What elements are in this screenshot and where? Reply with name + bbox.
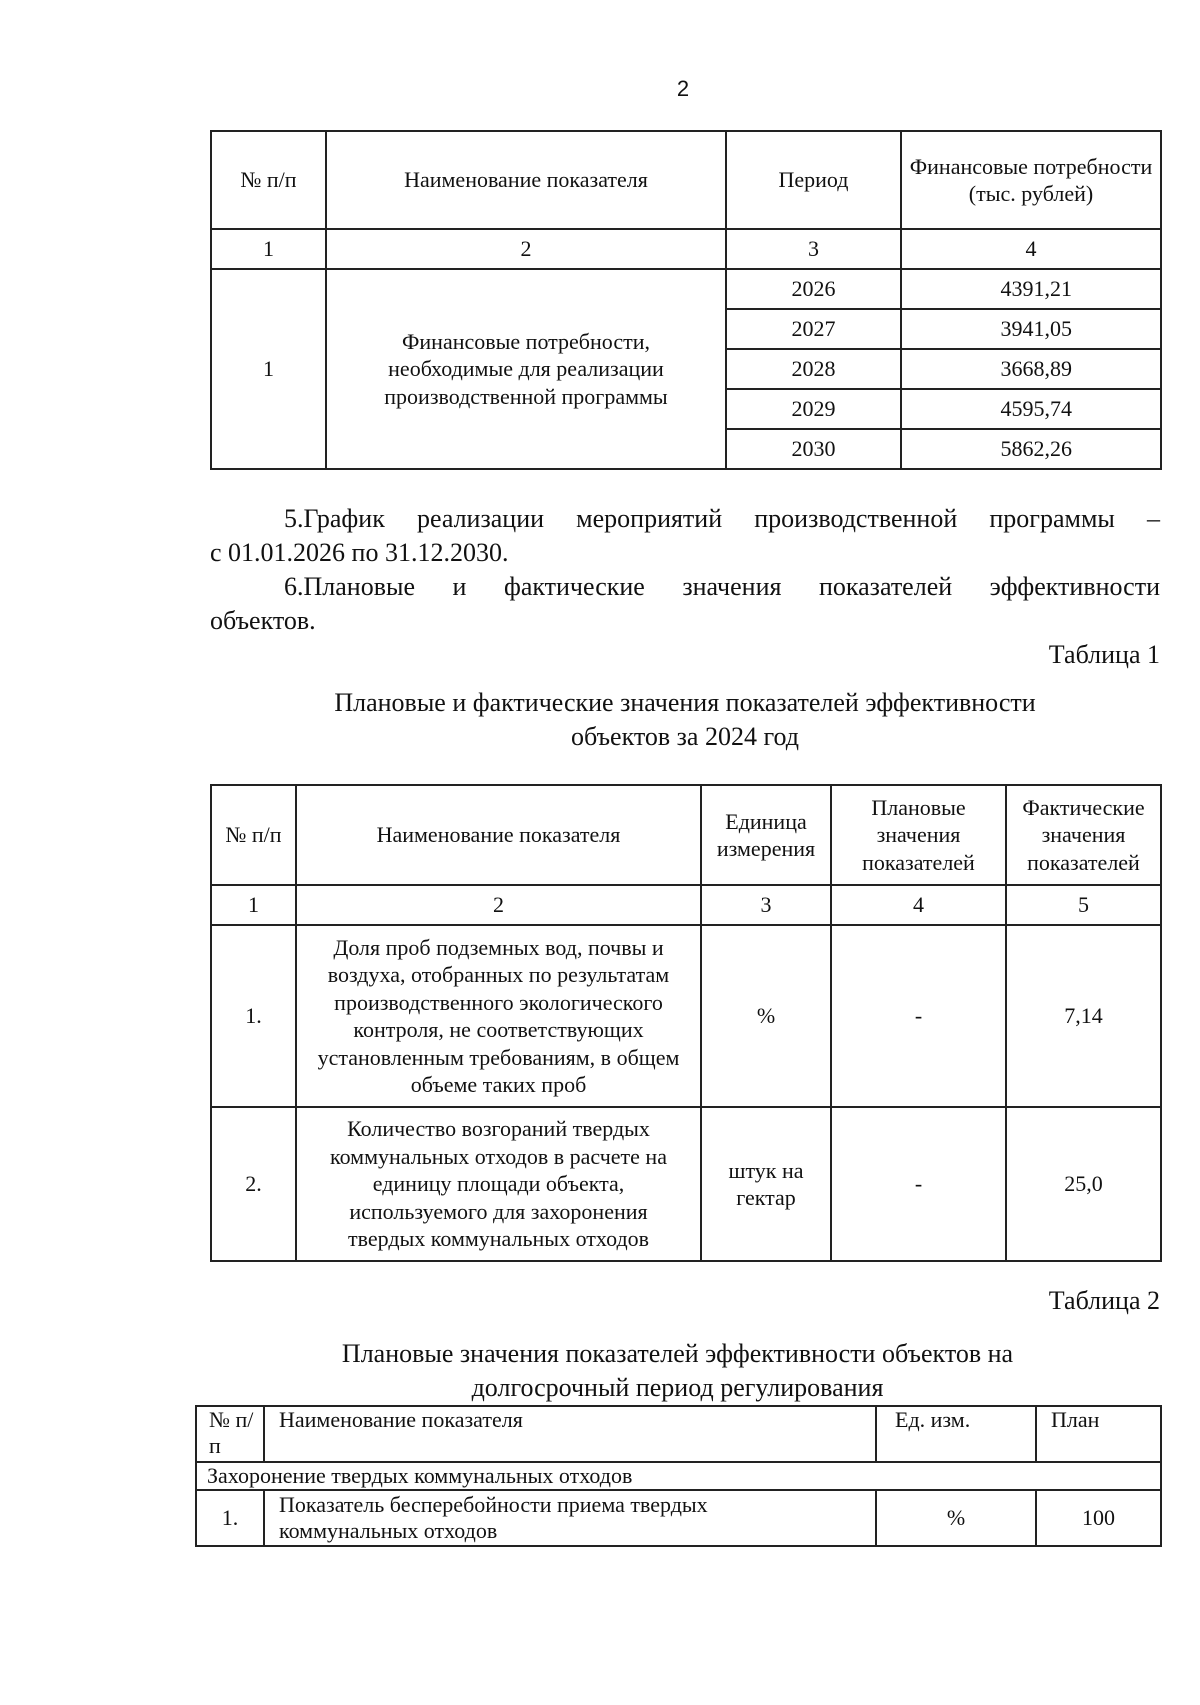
row-unit: % [876,1490,1036,1546]
header-number: № п/п [211,131,326,229]
header-indicator-name: Наименование показателя [326,131,726,229]
table2-header-row [196,1406,1161,1462]
finance-header-row [211,131,1161,229]
financial-value: 3941,05 [901,309,1161,349]
column-number: 2 [326,229,726,269]
section-title: Захоронение твердых коммунальных отходов [196,1462,1161,1490]
header-indicator-name: Наименование показателя [296,785,701,885]
table1-caption-line2: объектов за 2024 год [571,722,799,751]
table2-section-row [196,1462,1161,1490]
paragraph-5-line1: 5.График реализации мероприятий производственной программы – [284,504,1160,533]
period-year: 2028 [726,349,901,389]
table1-caption-line1: Плановые и фактические значения показателей эффективности [334,688,1036,717]
row-actual-value: 25,0 [1006,1107,1161,1261]
column-number: 1 [211,885,296,925]
header-financial-needs: Финансовые потребности (тыс. рублей) [901,131,1161,229]
header-period: Период [726,131,901,229]
financial-value: 5862,26 [901,429,1161,469]
column-number: 4 [901,229,1161,269]
row-indicator-name: Доля проб подземных вод, почвы и воздуха, отобранных по результатам производственного экологического контроля, не соответствующих установленным требованиям, в общем объеме таких проб [296,925,701,1107]
column-number: 3 [701,885,831,925]
header-unit: Единица измерения [701,785,831,885]
header-planned-values: Плановые значения показателей [831,785,1006,885]
row-indicator-name: Количество возгораний твердых коммунальных отходов в расчете на единицу площади объекта, используемого для захоронения твердых коммунальных отходов [296,1107,701,1261]
row-unit: штук на гектар [701,1107,831,1261]
column-number: 3 [726,229,901,269]
table2-caption-line2: долгосрочный период регулирования [471,1373,884,1402]
financial-value: 4595,74 [901,389,1161,429]
header-actual-values: Фактические значения показателей [1006,785,1161,885]
row-number: 1. [211,925,296,1107]
row-number: 2. [211,1107,296,1261]
row-plan-value: 100 [1036,1490,1161,1546]
header-indicator-name: Наименование показателя [264,1406,876,1462]
table2 [195,1405,1162,1547]
period-year: 2027 [726,309,901,349]
paragraph-5-line2: с 01.01.2026 по 31.12.2030. [210,538,509,567]
header-plan: План [1036,1406,1161,1462]
table1-row [211,925,1161,1107]
row-actual-value: 7,14 [1006,925,1161,1107]
period-year: 2030 [726,429,901,469]
row-indicator-name: Финансовые потребности, необходимые для реализации производственной программы [326,269,726,469]
row-indicator-name: Показатель бесперебойности приема твердых коммунальных отходов [264,1490,876,1546]
table1-row [211,1107,1161,1261]
table2-row [196,1490,1161,1546]
period-year: 2029 [726,389,901,429]
paragraph-6-line2: объектов. [210,606,316,635]
column-number: 1 [211,229,326,269]
row-planned-value: - [831,925,1006,1107]
table1 [210,784,1162,1262]
row-number: 1. [196,1490,264,1546]
row-unit: % [701,925,831,1107]
header-unit: Ед. изм. [876,1406,1036,1462]
finance-row [211,269,1161,309]
table1-label: Таблица 1 [1048,640,1160,669]
header-number: № п/п [211,785,296,885]
row-planned-value: - [831,1107,1006,1261]
page-number: 2 [676,76,690,101]
financial-value: 3668,89 [901,349,1161,389]
row-number: 1 [211,269,326,469]
paragraph-6-line1: 6.Плановые и фактические значения показателей эффективности [284,572,1160,601]
table2-label: Таблица 2 [1048,1286,1160,1315]
column-number: 2 [296,885,701,925]
table2-caption-line1: Плановые значения показателей эффективности объектов на [341,1339,1014,1368]
period-year: 2026 [726,269,901,309]
table1-column-numbers-row [211,885,1161,925]
finance-column-numbers-row [211,229,1161,269]
column-number: 5 [1006,885,1161,925]
header-number: № п/п [196,1406,264,1462]
financial-value: 4391,21 [901,269,1161,309]
column-number: 4 [831,885,1006,925]
table1-header-row [211,785,1161,885]
finance-table [210,130,1162,470]
